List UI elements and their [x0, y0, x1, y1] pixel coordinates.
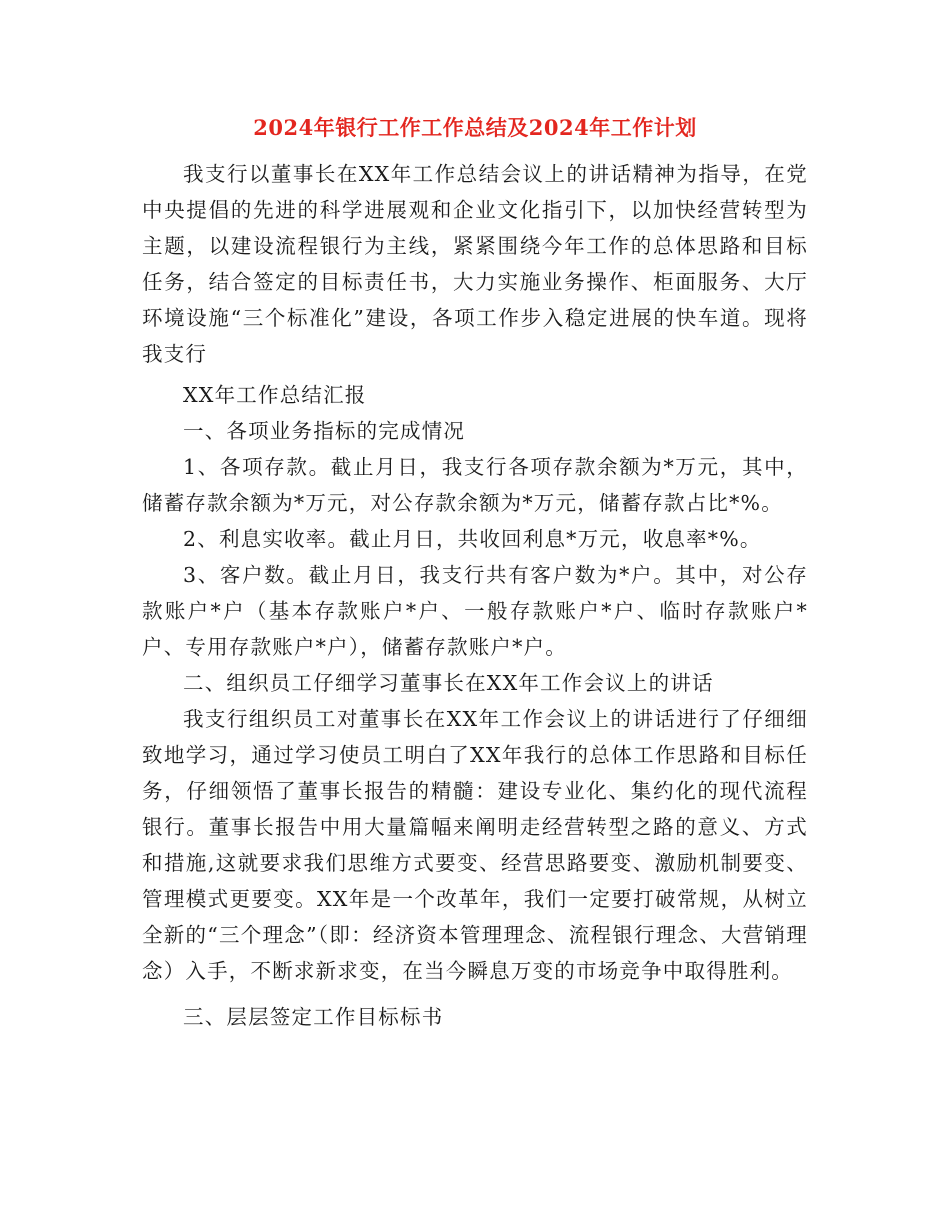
document-body: [142, 156, 808, 1035]
paragraph-deposits: 1、各项存款。截止月日，我支行各项存款余额为*万元，其中，储蓄存款余额为*万元，对公存款余额为*万元，储蓄存款占比*%。: [142, 455, 808, 515]
paragraph-report-heading: XX年工作总结汇报: [183, 383, 367, 407]
paragraph-customers: 3、客户数。截止月日，我支行共有客户数为*户。其中，对公存款账户*户（基本存款账户*户、一般存款账户*户、临时存款账户*户、专用存款账户*户），储蓄存款账户*户。: [142, 563, 808, 659]
paragraph-study: 我支行组织员工对董事长在XX年工作会议上的讲话进行了仔细细致地学习，通过学习使员工明白了XX年我行的总体工作思路和目标任务，仔细领悟了董事长报告的精髓：建设专业化、集约化的现代流程银行。董事长报告中用大量篇幅来阐明走经营转型之路的意义、方式和措施,这就要求我们思维方式要变、经营思路要变、激励机制要变、管理模式更要变。XX年是一个改革年，我们一定要打破常规，从树立全新的“三个理念”（即：经济资本管理理念、流程银行理念、大营销理念）入手，不断求新求变，在当今瞬息万变的市场竞争中取得胜利。: [142, 707, 808, 983]
paragraph-intro: 我支行以董事长在XX年工作总结会议上的讲话精神为指导，在党中央提倡的先进的科学进展观和企业文化指引下，以加快经营转型为主题，以建设流程银行为主线，紧紧围绕今年工作的总体思路和目标任务，结合签定的目标责任书，大力实施业务操作、柜面服务、大厅环境设施“三个标准化”建设，各项工作步入稳定进展的快车道。现将我支行: [142, 162, 808, 366]
paragraph-interest: 2、利息实收率。截止月日，共收回利息*万元，收息率*%。: [183, 527, 762, 551]
section-heading-2: 二、组织员工仔细学习董事长在XX年工作会议上的讲话: [183, 671, 714, 695]
section-heading-1: 一、各项业务指标的完成情况: [183, 419, 466, 443]
section-heading-3: 三、层层签定工作目标标书: [183, 1005, 444, 1029]
document-title: 2024年银行工作工作总结及2024年工作计划: [253, 115, 697, 140]
